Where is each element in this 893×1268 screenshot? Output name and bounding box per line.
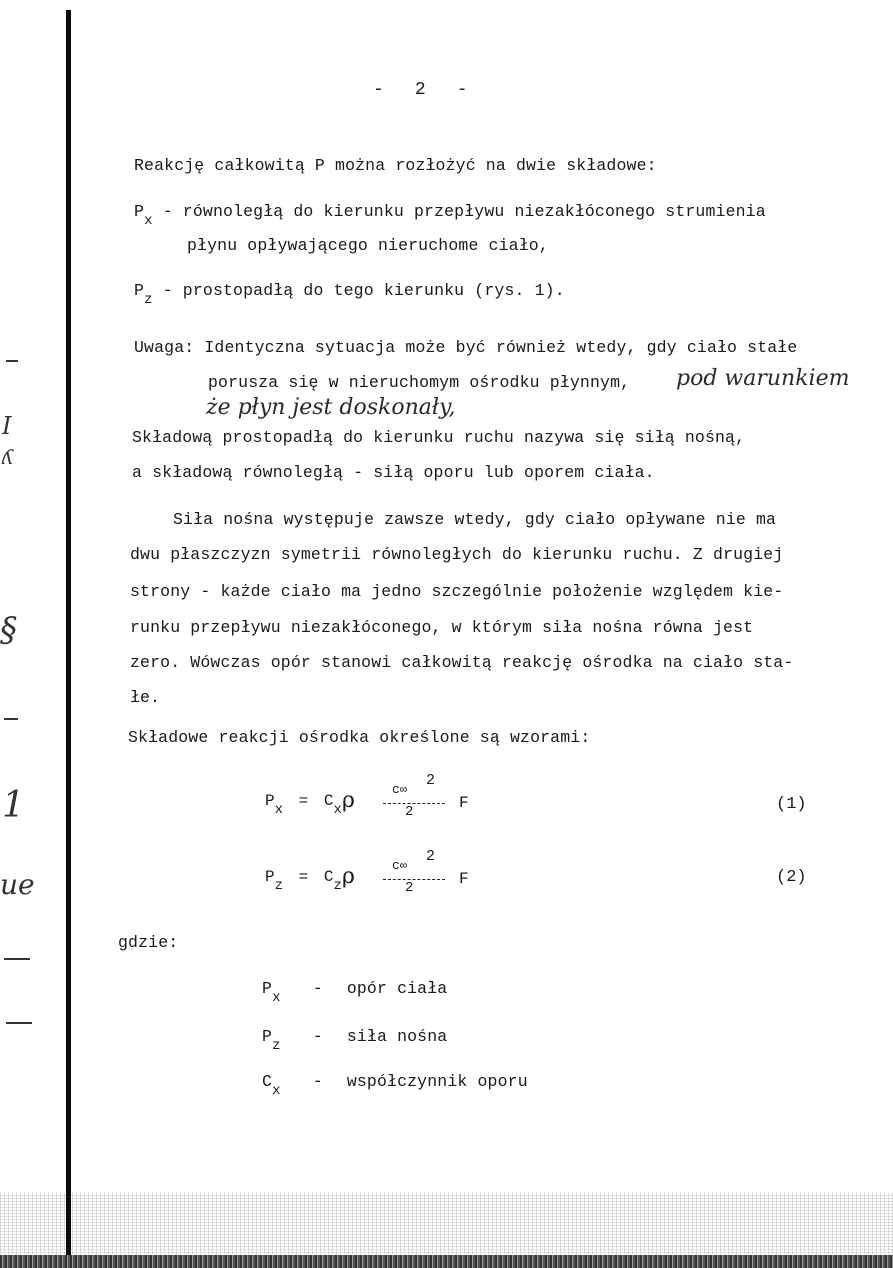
eq1-lhs: Px = Cx (265, 792, 342, 818)
handwritten-note-1: pod warunkiem (676, 366, 850, 391)
eq2-area: F (459, 870, 469, 888)
margin-mark-1: I (2, 412, 12, 440)
eq1-number: (1) (776, 795, 807, 814)
lift-line-2: a składową równoległą - siłą oporu lub oporem ciała. (132, 463, 655, 482)
margin-mark-5: ue (0, 868, 35, 901)
pz-definition-line (134, 281, 565, 308)
paragraph-2-line-3: strony - każde ciało ma jedno szczególnie położenie względem kie- (130, 582, 784, 601)
pz-subscript: z (144, 292, 153, 308)
eq1-numerator: c∞ (392, 782, 408, 797)
paragraph-3: Składowe reakcji ośrodka określone są wzorami: (128, 728, 591, 747)
binding-edge (66, 10, 71, 1265)
margin-mark-3: § (0, 610, 17, 650)
margin-mark-2: ʎ (2, 445, 14, 469)
gdzie-label: gdzie: (118, 933, 179, 952)
definition-row: $P_x$ - opór ciała (262, 979, 448, 1006)
definition-row: $P_z$ - siła nośna (262, 1027, 448, 1054)
paragraph-2-line-1: Siła nośna występuje zawsze wtedy, gdy ciało opływane nie ma (173, 510, 777, 529)
px-symbol: P (134, 202, 145, 221)
eq1-fraction-bar (383, 803, 445, 804)
paragraph-2-line-6: łe. (130, 688, 161, 707)
paragraph-2-line-4: runku przepływu niezakłóconego, w którym siła nośna równa jest (130, 618, 754, 637)
uwaga-line-2: porusza się w nieruchomym ośrodku płynnym, (208, 373, 631, 392)
eq1-exponent: 2 (426, 772, 436, 789)
px-definition-line-2: płynu opływającego nieruchome ciało, (187, 236, 549, 255)
paragraph-2-line-2: dwu płaszczyzn symetrii równoległych do kierunku ruchu. Z drugiej (130, 545, 784, 564)
eq1-area: F (459, 794, 469, 812)
eq2-number: (2) (776, 868, 807, 887)
eq2-denominator: 2 (405, 880, 414, 896)
margin-dash (6, 1022, 32, 1024)
eq2-fraction-bar (383, 879, 445, 880)
pz-symbol: P (134, 281, 145, 300)
margin-dash (4, 718, 18, 720)
definition-row: $C_x$ - współczynnik oporu (262, 1072, 528, 1099)
handwritten-note-2: że płyn jest doskonały, (206, 395, 456, 420)
eq2-lhs: Pz = Cz (265, 868, 342, 894)
px-text: - równoległą do kierunku przepływu niezakłóconego strumienia (162, 202, 766, 221)
px-definition-line-1 (134, 202, 766, 229)
margin-mark-4: 1 (2, 785, 25, 826)
paragraph-2-line-5: zero. Wówczas opór stanowi całkowitą reakcję ośrodka na ciało sta- (130, 653, 794, 672)
eq1-denominator: 2 (405, 804, 414, 820)
margin-dash (6, 360, 18, 362)
lift-line-1: Składową prostopadłą do kierunku ruchu nazywa się siłą nośną, (132, 428, 746, 447)
page-number: - 2 - (373, 80, 468, 100)
px-subscript: x (144, 213, 153, 229)
text-line-intro: Reakcję całkowitą P można rozłożyć na dwie składowe: (134, 156, 657, 175)
eq1-rho: ρ (342, 788, 355, 813)
margin-dash (4, 958, 30, 960)
eq2-rho: ρ (342, 864, 355, 889)
scan-artifact-bottom (0, 1255, 893, 1268)
uwaga-line-1: Uwaga: Identyczna sytuacja może być również wtedy, gdy ciało stałe (134, 338, 798, 357)
eq2-exponent: 2 (426, 848, 436, 865)
pz-text: - prostopadłą do tego kierunku (rys. 1). (162, 281, 565, 300)
eq2-numerator: c∞ (392, 858, 408, 873)
